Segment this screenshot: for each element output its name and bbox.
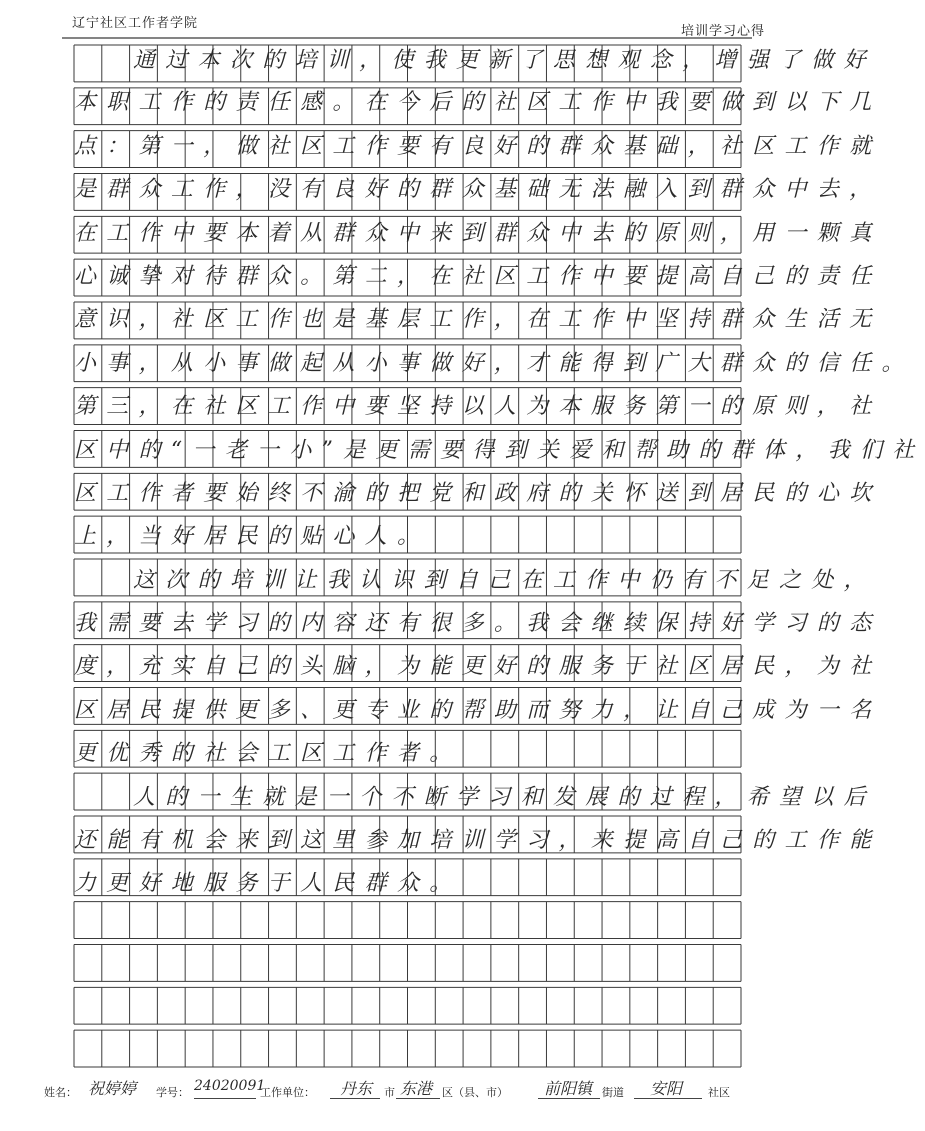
text-line: 度，充实自己的头脑，为能更好的服务于社区居民，为社 [74, 654, 882, 679]
community-underline [634, 1098, 702, 1099]
student-id-value: 24020091 [194, 1078, 266, 1094]
name-label: 姓名： [44, 1086, 77, 1099]
text-line: 区工作者要始终不渝的把党和政府的关怀送到居民的心坎 [74, 481, 882, 506]
text-line: 人的一生就是一个不断学习和发展的过程，希望以后 [133, 785, 876, 810]
city-value: 丹东 [340, 1079, 373, 1098]
text-line: 这次的培训让我认识到自己在工作中仍有不足之处， [133, 568, 876, 593]
text-line: 上，当好居民的贴心人。 [74, 524, 430, 549]
name-value: 祝婷婷 [88, 1079, 137, 1098]
district-underline [396, 1098, 440, 1099]
text-line: 点：第一，做社区工作要有良好的群众基础，社区工作就 [74, 134, 882, 159]
text-line: 小事，从小事做起从小事做好，才能得到广大群众的信任。 [74, 351, 914, 376]
town-suffix: 街道 [602, 1086, 624, 1099]
town-value: 前阳镇 [544, 1079, 593, 1098]
student-info-footer [44, 1076, 764, 1106]
text-line: 还能有机会来到这里参加培训学习，来提高自己的工作能 [74, 828, 882, 853]
district-suffix: 区（县、市） [442, 1086, 508, 1099]
text-line: 区居民提供更多、更专业的帮助而努力，让自己成为一名 [74, 698, 882, 723]
community-suffix: 社区 [708, 1086, 730, 1099]
text-line: 第三，在社区工作中要坚持以人为本服务第一的原则，社 [74, 394, 882, 419]
district-value: 东港 [400, 1079, 433, 1098]
text-line: 本职工作的责任感。在今后的社区工作中我要做到以下几 [74, 90, 882, 115]
page-header-right: 培训学习心得 [680, 24, 765, 39]
town-underline [538, 1098, 600, 1099]
student-id-underline [194, 1098, 256, 1099]
text-line: 区中的“一老一小”是更需要得到关爱和帮助的群体，我们社 [74, 438, 925, 463]
text-line: 力更好地服务于人民群众。 [74, 871, 462, 896]
page-header-left: 辽宁社区工作者学院 [72, 16, 199, 31]
city-suffix: 市 [384, 1086, 395, 1099]
city-underline [330, 1098, 380, 1099]
work-unit-label: 工作单位： [260, 1086, 315, 1099]
text-line: 我需要去学习的内容还有很多。我会继续保持好学习的态 [74, 611, 882, 636]
text-line: 是群众工作，没有良好的群众基础无法融入到群众中去， [74, 177, 882, 202]
text-line: 更优秀的社会工区工作者。 [74, 741, 462, 766]
text-line: 通过本次的培训，使我更新了思想观念，增强了做好 [133, 48, 876, 73]
student-id-label: 学号： [156, 1086, 189, 1099]
text-line: 在工作中要本着从群众中来到群众中去的原则，用一颗真 [74, 221, 882, 246]
community-value: 安阳 [650, 1079, 683, 1098]
text-line: 心诚挚对待群众。第二，在社区工作中要提高自己的责任 [74, 264, 882, 289]
text-line: 意识，社区工作也是基层工作，在工作中坚持群众生活无 [74, 307, 882, 332]
